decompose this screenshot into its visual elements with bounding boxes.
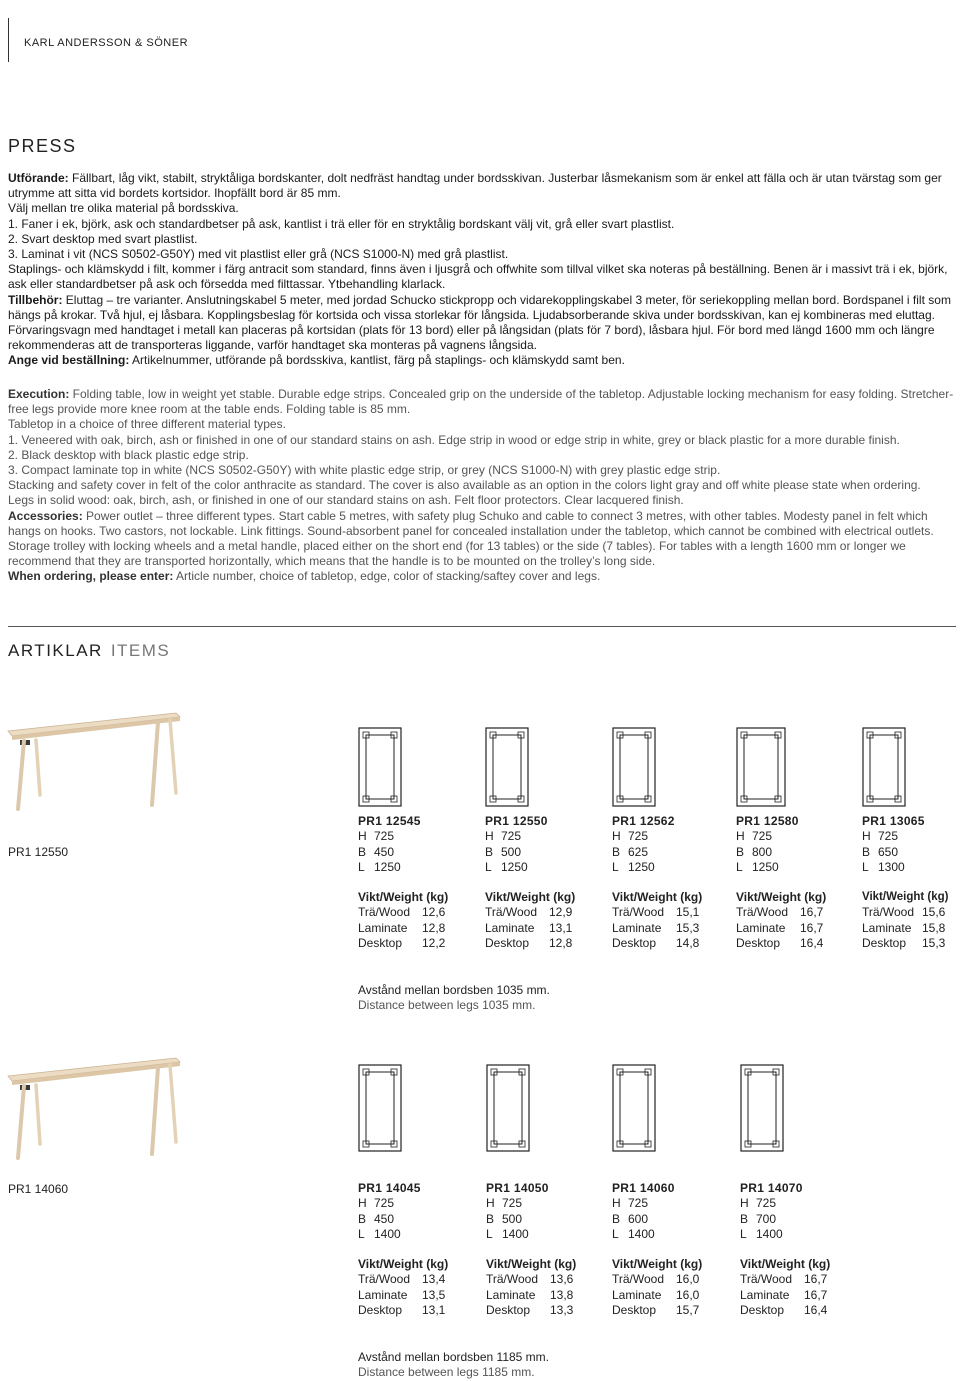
item-code: PR1 12550 — [485, 814, 548, 828]
width-label: B — [736, 844, 745, 859]
laminate-weight: 15,8 — [922, 920, 946, 935]
desktop-label: Desktop — [612, 936, 657, 951]
width-label: B — [485, 844, 494, 859]
desktop-weight: 15,7 — [676, 1303, 700, 1318]
wood-weight-row — [485, 905, 595, 920]
en-execution-label: Execution: — [8, 387, 70, 401]
wood-weight-row — [612, 905, 722, 920]
width-row — [862, 845, 958, 860]
weight-header: Vikt/Weight (kg) — [612, 890, 703, 905]
desktop-label: Desktop — [740, 1303, 785, 1318]
folding-table-image — [6, 705, 182, 813]
width-label: B — [358, 1211, 367, 1226]
item-spec — [612, 1181, 722, 1318]
length-label: L — [612, 859, 619, 874]
height-value: 725 — [501, 829, 522, 844]
leg-distance-note — [358, 1350, 549, 1380]
table-plan-sketch-icon — [862, 727, 906, 807]
length-value: 1250 — [752, 859, 779, 874]
laminate-weight-row — [740, 1288, 850, 1303]
desktop-weight-row — [740, 1303, 850, 1318]
height-label: H — [358, 1196, 367, 1211]
length-label: L — [740, 1226, 747, 1241]
height-label: H — [862, 829, 871, 844]
weight-header: Vikt/Weight (kg) — [485, 890, 576, 905]
height-row — [862, 829, 958, 844]
width-value: 500 — [501, 844, 522, 859]
wood-weight: 12,6 — [422, 905, 446, 920]
length-value: 1300 — [878, 859, 905, 874]
en-line-storage: Storage trolley with locking wheels and a metal handle, placed either on the short end (for 13 tables) or the side (7 tables). For tables with a length 1600 mm or longer we recommend that they are transported horizontally, which means that the handle is to be mounted on the trolley’s long side. — [8, 539, 906, 569]
laminate-label: Laminate — [612, 920, 662, 935]
width-value: 600 — [628, 1211, 649, 1226]
desktop-label: Desktop — [358, 1303, 403, 1318]
en-execution-text: Folding table, low in weight yet stable. Durable edge strips. Concealed grip on the underside of the tabletop. Adjustable locking mechanism for easy folding. Stretcher-free legs provide more knee room at the table ends. Folding table is 85 mm. — [8, 387, 954, 417]
weight-header: Vikt/Weight (kg) — [612, 1257, 703, 1272]
laminate-weight: 16,7 — [800, 920, 824, 935]
sv-tillbehor — [8, 293, 956, 323]
en-accessories-label: Accessories: — [8, 508, 83, 523]
length-label: L — [485, 859, 492, 874]
item-code: PR1 13065 — [862, 814, 925, 828]
length-row — [736, 860, 846, 875]
sv-line-1: 1. Faner i ek, björk, ask och standardbetser på ask, kantlist i trä eller för en stryktålig bordskant välj vit, grå eller svart plastlist. — [8, 216, 675, 231]
wood-label: Trä/Wood — [736, 905, 789, 920]
desktop-weight-row — [736, 936, 846, 951]
item-spec — [740, 1181, 850, 1318]
en-line-2: 2. Black desktop with black plastic edge strip. — [8, 447, 249, 462]
desktop-weight-row — [486, 1303, 596, 1318]
laminate-weight: 13,1 — [549, 920, 573, 935]
width-row — [740, 1212, 850, 1227]
en-ordering-label: When ordering, please enter: — [8, 569, 174, 584]
sv-line-valj: Välj mellan tre olika material på bordsskiva. — [8, 201, 239, 216]
table-plan-sketch-icon — [736, 727, 786, 807]
length-value: 1400 — [628, 1226, 655, 1241]
sv-line-3: 3. Laminat i vit (NCS S0502-G50Y) med vit plastlist eller grå (NCS S1000-N) med grå plastlist. — [8, 247, 509, 262]
laminate-weight: 13,5 — [422, 1287, 446, 1302]
en-accessories-text: Power outlet – three different types. Start cable 5 metres, with safety plug Schuko and cable to connect 3 metres, with other tables. Modesty panel in felt which hangs on hooks. Two castors, not lockable. Link fittings. Sound-absorbent panel for concealed installation under the tabletop, which cannot be combined with electrical outlets. — [8, 508, 934, 538]
length-value: 1400 — [756, 1226, 783, 1241]
height-row — [612, 1196, 722, 1211]
desktop-label: Desktop — [612, 1303, 657, 1318]
item-code: PR1 12545 — [358, 814, 421, 828]
item-spec — [862, 814, 958, 951]
width-label: B — [862, 844, 871, 859]
desktop-weight-row — [358, 936, 468, 951]
length-value: 1250 — [628, 859, 655, 874]
length-label: L — [736, 859, 743, 874]
laminate-label: Laminate — [612, 1287, 662, 1302]
wood-label: Trä/Wood — [358, 1272, 411, 1287]
desktop-label: Desktop — [485, 936, 530, 951]
height-value: 725 — [502, 1196, 523, 1211]
desktop-weight: 15,3 — [922, 936, 946, 951]
laminate-weight-row — [358, 921, 468, 936]
desktop-weight: 13,1 — [422, 1303, 446, 1318]
item-code: PR1 14070 — [740, 1181, 803, 1195]
leg-distance-en: Distance between legs 1185 mm. — [358, 1365, 535, 1380]
leg-distance-note — [358, 983, 550, 1013]
length-row — [358, 860, 468, 875]
desktop-weight: 12,2 — [422, 936, 446, 951]
folding-table-image — [6, 1050, 182, 1162]
length-label: L — [486, 1226, 493, 1241]
height-value: 725 — [628, 1196, 649, 1211]
laminate-label: Laminate — [486, 1287, 536, 1302]
height-value: 725 — [374, 829, 395, 844]
height-value: 725 — [752, 829, 773, 844]
item-spec — [612, 814, 722, 951]
item-spec — [486, 1181, 596, 1318]
item-code: PR1 14045 — [358, 1181, 421, 1195]
header-divider-line — [8, 18, 9, 62]
width-value: 700 — [756, 1211, 777, 1226]
laminate-weight-row — [358, 1288, 468, 1303]
width-label: B — [612, 844, 621, 859]
brand-name: KARL ANDERSSON & SÖNER — [24, 37, 189, 49]
height-row — [358, 1196, 468, 1211]
height-label: H — [486, 1196, 495, 1211]
desktop-label: Desktop — [358, 936, 403, 951]
wood-label: Trä/Wood — [486, 1272, 539, 1287]
sv-bestallning-text: Artikelnummer, utförande på bordsskiva, kantlist, färg på staplings- och klämskydd samt ben. — [129, 353, 625, 368]
articles-heading-en: ITEMS — [110, 641, 171, 660]
desktop-label: Desktop — [736, 936, 781, 951]
laminate-weight-row — [612, 921, 722, 936]
weight-header: Vikt/Weight (kg) — [358, 1257, 449, 1272]
length-row — [740, 1227, 850, 1242]
articles-heading-sv: ARTIKLAR — [8, 641, 103, 660]
sv-line-forvaring: Förvaringsvagn med handtaget i metall kan placeras på kortsidan (plats för 13 bord) eller på långsidan (plats för 7 bord), låsbara hjul. För bord med längd 1600 mm och längre rekommenderas att de transporteras liggande, varför handtaget ska monteras på vagnens långsida. — [8, 323, 935, 353]
length-row — [485, 860, 595, 875]
leg-distance-sv: Avstånd mellan bordsben 1035 mm. — [358, 983, 550, 997]
wood-weight-row — [486, 1272, 596, 1287]
laminate-weight: 12,8 — [422, 920, 446, 935]
table-plan-sketch-icon — [358, 727, 402, 807]
length-value: 1250 — [374, 859, 401, 874]
sv-bestallning-label: Ange vid beställning: — [8, 353, 130, 368]
wood-weight: 13,6 — [550, 1272, 574, 1287]
width-label: B — [740, 1211, 749, 1226]
table-plan-sketch-icon — [740, 1064, 784, 1152]
weight-header: Vikt/Weight (kg) — [486, 1257, 577, 1272]
item-code: PR1 12562 — [612, 814, 675, 828]
height-row — [736, 829, 846, 844]
height-label: H — [736, 829, 745, 844]
laminate-weight-row — [485, 921, 595, 936]
table-variant-label: PR1 12550 — [8, 845, 69, 859]
weight-header: Vikt/Weight (kg) — [358, 890, 449, 905]
laminate-weight: 13,8 — [550, 1287, 574, 1302]
width-value: 450 — [374, 844, 395, 859]
wood-label: Trä/Wood — [612, 1272, 665, 1287]
sv-tillbehor-text: Eluttag – tre varianter. Anslutningskabel 5 meter, med jordad Schucko stickpropp och vidarekopplingskabel 3 meter, för seriekoppling mellan bord. Bordspanel i filt som hängs på krokar. Två hjul, ej låsbara. Kopplingsbeslag för kortsida och vissa storlekar för långsida. Ljudabsorberande skiva under bordsskivan, kan ej kombineras med eluttag. — [8, 292, 951, 322]
sv-tillbehor-label: Tillbehör: — [8, 292, 63, 307]
en-line-tabletop: Tabletop in a choice of three different material types. — [8, 417, 286, 432]
height-row — [486, 1196, 596, 1211]
height-value: 725 — [374, 1196, 395, 1211]
width-row — [612, 1212, 722, 1227]
wood-weight-row — [740, 1272, 850, 1287]
wood-weight-row — [358, 905, 468, 920]
desktop-weight: 13,3 — [550, 1303, 574, 1318]
sv-utforande — [8, 171, 956, 201]
wood-weight-row — [736, 905, 846, 920]
weight-header: Vikt/Weight (kg) — [740, 1257, 831, 1272]
laminate-label: Laminate — [740, 1287, 790, 1302]
wood-weight: 13,4 — [422, 1272, 446, 1287]
length-label: L — [358, 1226, 365, 1241]
en-accessories — [8, 509, 956, 539]
height-value: 725 — [878, 829, 899, 844]
wood-label: Trä/Wood — [862, 905, 915, 920]
en-ordering — [8, 569, 956, 584]
laminate-label: Laminate — [862, 920, 912, 935]
width-row — [358, 1212, 468, 1227]
desktop-weight: 14,8 — [676, 936, 700, 951]
length-value: 1250 — [501, 859, 528, 874]
width-row — [485, 845, 595, 860]
desktop-weight: 16,4 — [804, 1303, 828, 1318]
wood-weight: 15,1 — [676, 905, 700, 920]
length-value: 1400 — [502, 1226, 529, 1241]
laminate-weight: 15,3 — [676, 920, 700, 935]
desktop-weight-row — [358, 1303, 468, 1318]
height-label: H — [740, 1196, 749, 1211]
width-row — [736, 845, 846, 860]
width-row — [486, 1212, 596, 1227]
desktop-weight-row — [612, 936, 722, 951]
item-spec — [358, 1181, 468, 1318]
laminate-weight-row — [736, 921, 846, 936]
height-row — [740, 1196, 850, 1211]
wood-label: Trä/Wood — [358, 905, 411, 920]
table-plan-sketch-icon — [358, 1064, 402, 1152]
item-code: PR1 12580 — [736, 814, 799, 828]
laminate-weight-row — [612, 1288, 722, 1303]
wood-weight: 15,6 — [922, 905, 946, 920]
desktop-label: Desktop — [862, 936, 907, 951]
wood-weight: 12,9 — [549, 905, 573, 920]
desktop-weight: 12,8 — [549, 936, 573, 951]
en-line-stacking: Stacking and safety cover in felt of the color anthracite as standard. The cover is also available as an option in the colors light gray and off white please state when ordering. — [8, 478, 921, 493]
product-title: PRESS — [8, 136, 77, 156]
sv-line-2: 2. Svart desktop med svart plastlist. — [8, 231, 198, 246]
length-label: L — [862, 859, 869, 874]
item-spec — [736, 814, 846, 951]
wood-weight-row — [862, 905, 958, 920]
wood-weight-row — [612, 1272, 722, 1287]
leg-distance-en: Distance between legs 1035 mm. — [358, 998, 536, 1013]
desktop-weight: 16,4 — [800, 936, 824, 951]
item-code: PR1 14050 — [486, 1181, 549, 1195]
height-label: H — [612, 1196, 621, 1211]
item-spec — [485, 814, 595, 951]
height-row — [612, 829, 722, 844]
swedish-description — [8, 171, 956, 369]
laminate-weight-row — [862, 921, 958, 936]
width-value: 500 — [502, 1211, 523, 1226]
width-value: 625 — [628, 844, 649, 859]
table-variant-label: PR1 14060 — [8, 1182, 69, 1196]
laminate-label: Laminate — [358, 1287, 408, 1302]
length-label: L — [358, 859, 365, 874]
item-spec — [358, 814, 468, 951]
wood-weight: 16,7 — [804, 1272, 828, 1287]
wood-weight: 16,0 — [676, 1272, 700, 1287]
sv-utforande-text: Fällbart, låg vikt, stabilt, stryktåliga bordskanter, dolt nedfräst handtag under bordsskivan. Justerbar låsmekanism som är enkel att fälla och är utan tvärstag som ger utrymme att sitta vid bordets kortsidor. Ihopfällt bord är 85 mm. — [8, 171, 942, 201]
width-label: B — [358, 844, 367, 859]
table-plan-sketch-icon — [486, 1064, 530, 1152]
width-value: 800 — [752, 844, 773, 859]
length-row — [862, 860, 958, 875]
section-divider — [8, 626, 956, 627]
en-line-legs: Legs in solid wood: oak, birch, ash, or finished in one of our standard stains on ash. Felt floor protectors. Clear lacquered finish. — [8, 493, 684, 508]
en-line-1: 1. Veneered with oak, birch, ash or finished in one of our standard stains on ash. Edge strip in wood or edge strip in white, grey or black plastic for a more durable finish. — [8, 432, 900, 447]
wood-label: Trä/Wood — [740, 1272, 793, 1287]
laminate-label: Laminate — [358, 920, 408, 935]
laminate-label: Laminate — [485, 920, 535, 935]
desktop-weight-row — [862, 936, 958, 951]
sv-line-staplings: Staplings- och klämskydd i filt, kommer i färg antracit som standard, finns även i ljusgrå och offwhite som tillval vilket ska noteras på beställning. Benen är i massivt trä i ek, björk, ask eller standardbetser på ask och försedda med filttassar. Ytbehandling klarlack. — [8, 262, 948, 292]
sv-bestallning — [8, 353, 956, 368]
height-row — [485, 829, 595, 844]
height-value: 725 — [756, 1196, 777, 1211]
laminate-weight-row — [486, 1288, 596, 1303]
table-plan-sketch-icon — [612, 1064, 656, 1152]
wood-weight: 16,7 — [800, 905, 824, 920]
wood-label: Trä/Wood — [612, 905, 665, 920]
laminate-weight: 16,7 — [804, 1287, 828, 1302]
weight-header: Vikt/Weight (kg) — [862, 891, 949, 904]
weight-header: Vikt/Weight (kg) — [736, 890, 827, 905]
height-label: H — [485, 829, 494, 844]
length-row — [358, 1227, 468, 1242]
length-value: 1400 — [374, 1226, 401, 1241]
height-value: 725 — [628, 829, 649, 844]
length-label: L — [612, 1226, 619, 1241]
en-ordering-text: Article number, choice of tabletop, edge, color of stacking/saftey cover and legs. — [173, 569, 601, 584]
width-value: 450 — [374, 1211, 395, 1226]
height-row — [358, 829, 468, 844]
width-row — [358, 845, 468, 860]
item-code: PR1 14060 — [612, 1181, 675, 1195]
en-line-3: 3. Compact laminate top in white (NCS S0502-G50Y) with white plastic edge strip, or grey (NCS S1000-N) with grey plastic edge strip. — [8, 463, 721, 478]
articles-heading — [8, 641, 170, 661]
length-row — [612, 860, 722, 875]
width-value: 650 — [878, 844, 899, 859]
length-row — [486, 1227, 596, 1242]
laminate-label: Laminate — [736, 920, 786, 935]
width-row — [612, 845, 722, 860]
width-label: B — [612, 1211, 621, 1226]
leg-distance-sv: Avstånd mellan bordsben 1185 mm. — [358, 1350, 549, 1364]
en-execution — [8, 387, 956, 417]
sv-utforande-label: Utförande: — [8, 171, 69, 185]
table-plan-sketch-icon — [612, 727, 656, 807]
wood-weight-row — [358, 1272, 468, 1287]
wood-label: Trä/Wood — [485, 905, 538, 920]
width-label: B — [486, 1211, 495, 1226]
desktop-weight-row — [485, 936, 595, 951]
height-label: H — [358, 829, 367, 844]
height-label: H — [612, 829, 621, 844]
desktop-label: Desktop — [486, 1303, 531, 1318]
table-plan-sketch-icon — [485, 727, 529, 807]
english-description — [8, 387, 956, 585]
laminate-weight: 16,0 — [676, 1287, 700, 1302]
length-row — [612, 1227, 722, 1242]
desktop-weight-row — [612, 1303, 722, 1318]
